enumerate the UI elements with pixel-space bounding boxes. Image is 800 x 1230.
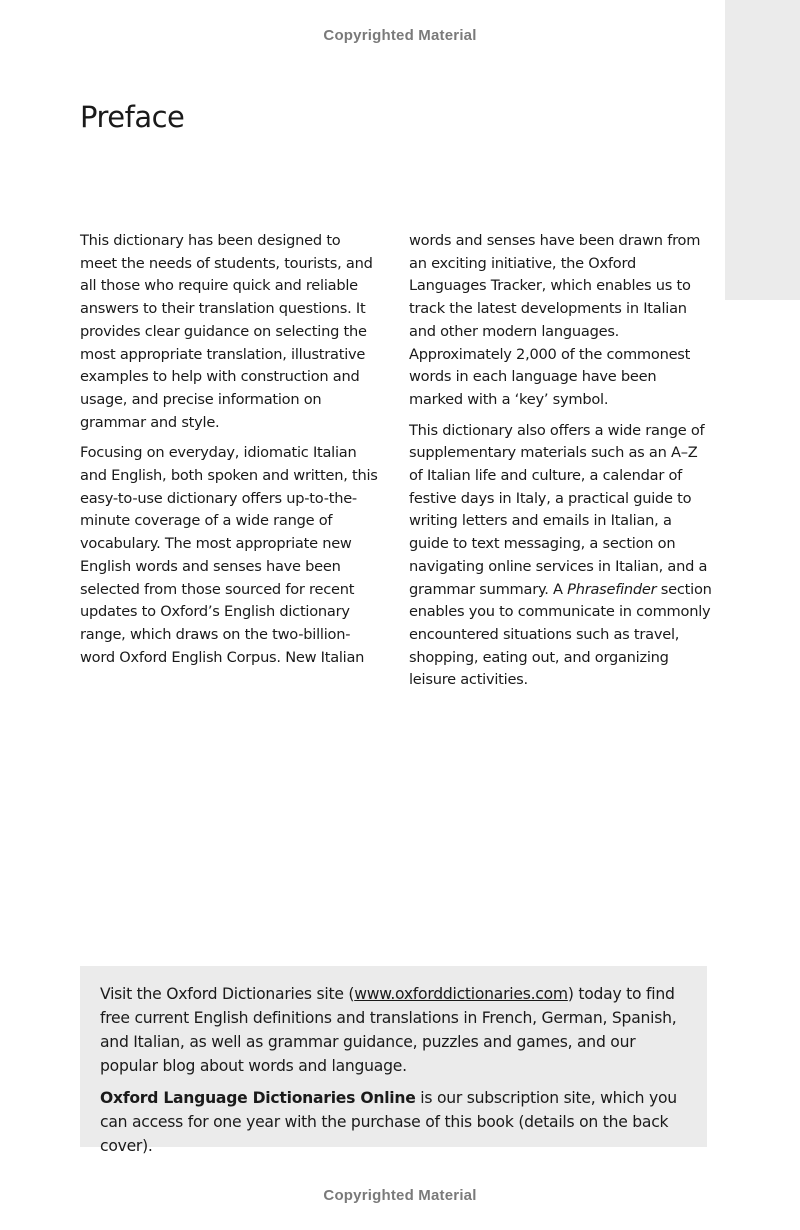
side-tab-decoration [725, 0, 800, 300]
subscription-site-name: Oxford Language Dictionaries Online [100, 1089, 416, 1107]
oxforddictionaries-link[interactable]: www.oxforddictionaries.com [354, 985, 568, 1003]
left-column [80, 230, 378, 677]
right-column [409, 230, 714, 700]
header-copyright: Copyrighted Material [323, 27, 477, 44]
info-paragraph-1-text: Visit the Oxford Dictionaries site ( [100, 985, 355, 1003]
info-paragraph-2-tail: is our subscription site, which you can access for one year with the purchase of this book (details on the back cover). [100, 1089, 677, 1155]
info-box [80, 966, 707, 1155]
left-paragraph-1: This dictionary has been designed to meet the needs of students, tourists, and all those who require quick and reliable answers to their translation questions. It provides clear guidance on selecting the most appropriate translation, illustrative examples to help with construction and usage, and precise information on grammar and style. [80, 232, 373, 431]
left-paragraph-2: Focusing on everyday, idiomatic Italian and English, both spoken and written, this easy-to-use dictionary offers up-to-the-minute coverage of a wide range of vocabulary. The most appropriate new English words and senses have been selected from those sourced for recent updates to Oxford’s English dictionary range, which draws on the two-billion-word Oxford English Corpus. New Italian [80, 444, 378, 666]
page-title: Preface [80, 100, 185, 134]
info-paragraph-1 [100, 982, 689, 1078]
right-paragraph-2 [409, 420, 714, 692]
right-paragraph-2-tail: section enables you to communicate in commonly encountered situations such as travel, shopping, eating out, and organizing leisure activities. [409, 580, 712, 689]
right-paragraph-1: words and senses have been drawn from an exciting initiative, the Oxford Languages Tracker, which enables us to track the latest developments in Italian and other modern languages. Approximately 2,000 of the commonest words in each language have been marked with a ‘key’ symbol. [409, 232, 701, 408]
right-paragraph-2-text: This dictionary also offers a wide range of supplementary materials such as an A–Z of Italian life and culture, a calendar of festive days in Italy, a practical guide to writing letters and emails in Italian, a guide to text messaging, a section on navigating online services in Italian, and a grammar summary. A [409, 421, 708, 598]
footer-copyright: Copyrighted Material [323, 1187, 477, 1204]
info-paragraph-2 [100, 1086, 689, 1158]
phrasefinder-term: Phrasefinder [567, 580, 657, 598]
info-paragraph-1-tail: ) today to find free current English definitions and translations in French, German, Spanish, and Italian, as well as grammar guidance, puzzles and games, and our popular blog about words and language. [100, 985, 677, 1075]
